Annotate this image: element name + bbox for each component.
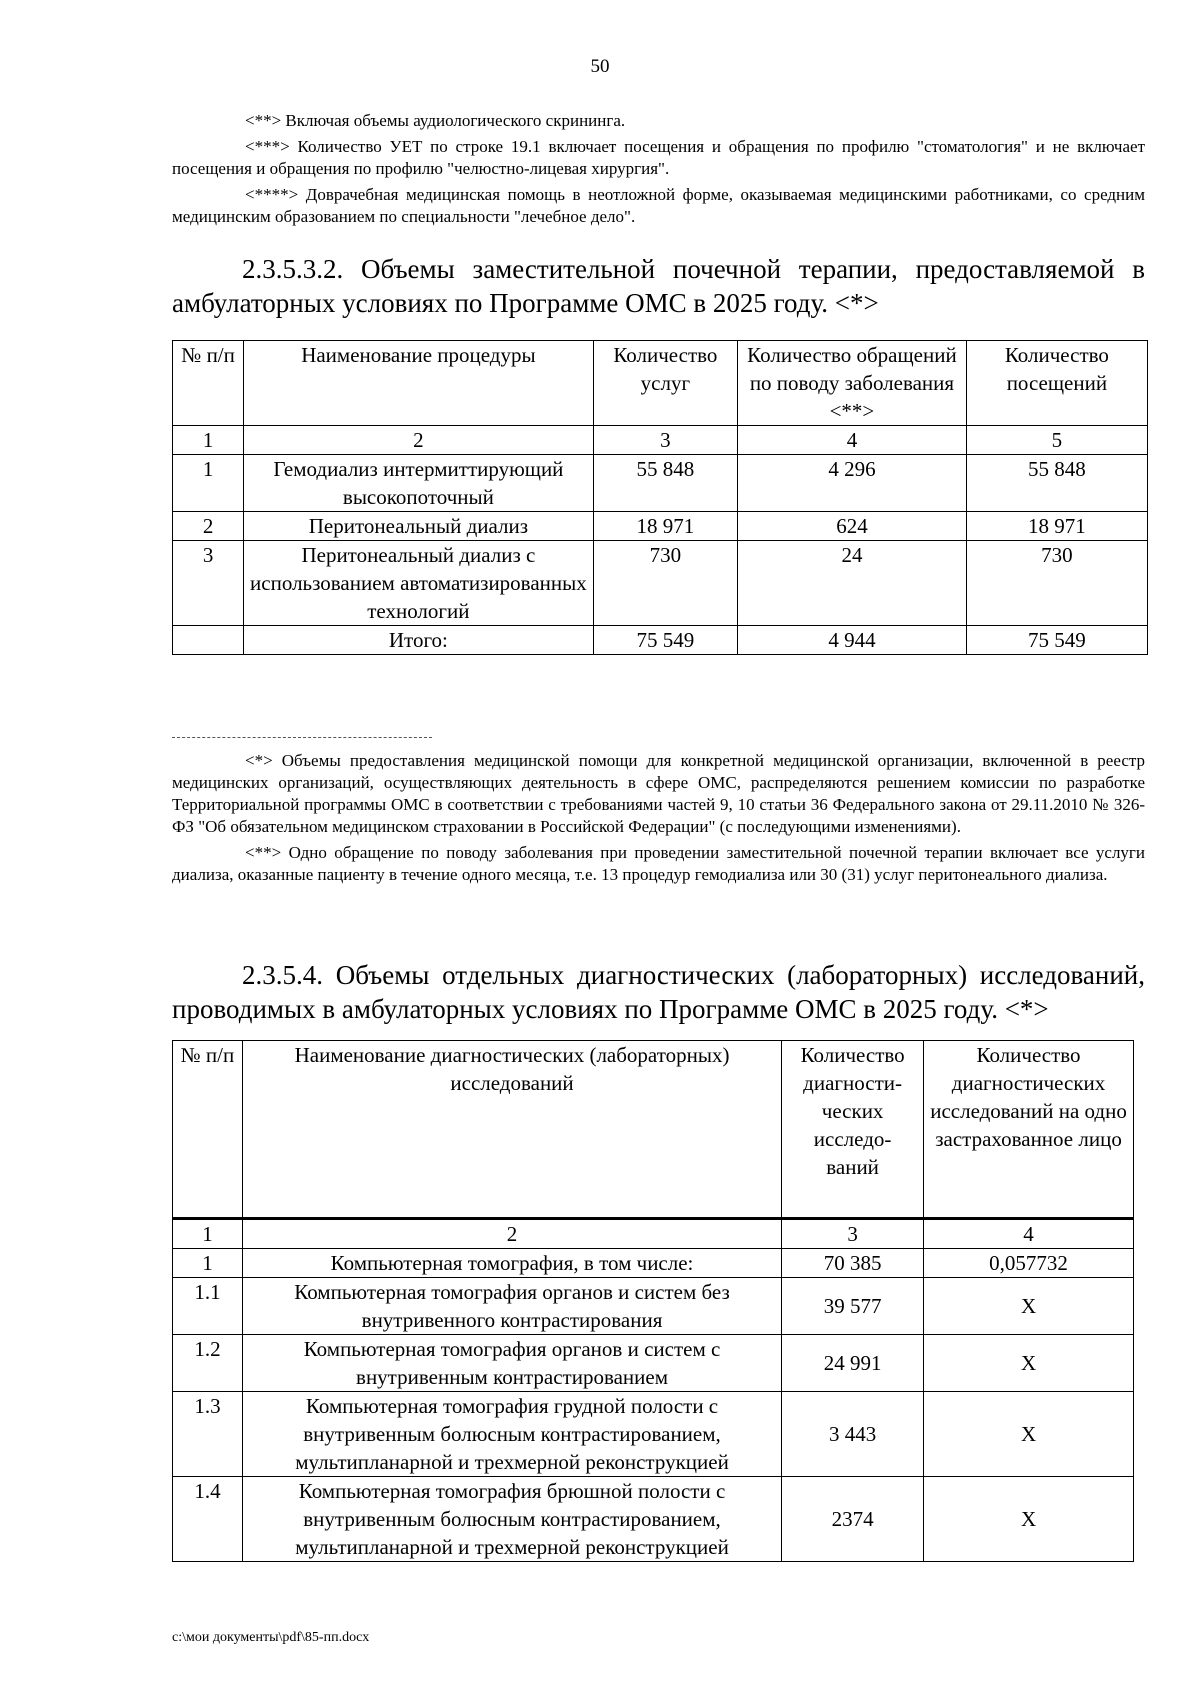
total-label: Итого: xyxy=(244,626,593,655)
dialysis-footnotes xyxy=(172,750,1145,890)
header-cell: Количество диагностических исследований на одно застрахованное лицо xyxy=(924,1041,1134,1219)
table-row: 1 Гемодиализ интермиттирующий высокопоточный 55 848 4 296 55 848 xyxy=(173,455,1148,512)
column-number-row: 1 2 3 4 xyxy=(173,1219,1134,1249)
file-path: c:\мои документы\pdf\85-пп.docx xyxy=(172,1630,370,1645)
header-cell: Наименование процедуры xyxy=(244,341,593,426)
total-row: Итого: 75 549 4 944 75 549 xyxy=(173,626,1148,655)
dialysis-table xyxy=(172,340,1148,655)
table-row: 3 Перитонеальный диализ с использованием автоматизированных технологий 730 24 730 xyxy=(173,541,1148,626)
header-cell: Количество посещений xyxy=(966,341,1147,426)
header-cell: Наименование диагностических (лабораторных) исследований xyxy=(242,1041,781,1219)
table-row: 1.1 Компьютерная томография органов и систем без внутривенного контрастирования 39 577 X xyxy=(173,1278,1134,1335)
table-header-row xyxy=(173,341,1148,426)
table-row: 1 Компьютерная томография, в том числе: 70 385 0,057732 xyxy=(173,1249,1134,1278)
section-heading-dialysis: 2.3.5.3.2. Объемы заместительной почечной терапии, предоставляемой в амбулаторных условиях по Программе ОМС в 2025 году. <*> xyxy=(172,254,1145,318)
column-number-row: 1 2 3 4 5 xyxy=(173,426,1148,455)
section-heading-diagnostics: 2.3.5.4. Объемы отдельных диагностических (лабораторных) исследований, проводимых в амбулаторных условиях по Программе ОМС в 2025 году. <*> xyxy=(172,960,1145,1024)
footnote-volumes: <*> Объемы предоставления медицинской помощи для конкретной медицинской организации, включенной в реестр медицинских организаций, осуществляющих деятельность в сфере ОМС, распределяются решением комиссии по разработке Территориальной программы ОМС в соответствии с требованиями частей 9, 10 статьи 36 Федерального закона от 29.11.2010 № 326-ФЗ "Об обязательном медицинском страховании в Российской Федерации" (с последующими изменениями). xyxy=(172,751,1145,836)
page-number: 50 xyxy=(590,56,610,77)
header-cell: Количество диагности- ческих исследо- ваний xyxy=(782,1041,924,1219)
table-row: 1.2 Компьютерная томография органов и систем с внутривенным контрастированием 24 991 X xyxy=(173,1335,1134,1392)
table-header-row xyxy=(173,1041,1134,1219)
table-row: 2 Перитонеальный диализ 18 971 624 18 971 xyxy=(173,512,1148,541)
header-cell: Количество обращений по поводу заболевания <**> xyxy=(738,341,967,426)
footnote-appeal: <**> Одно обращение по поводу заболевания при проведении заместительной почечной терапии включает все услуги диализа, оказанные пациенту в течение одного месяца, т.е. 13 процедур гемодиализа или 30 (31) услуг перитонеального диализа. xyxy=(172,843,1145,884)
header-cell: № п/п xyxy=(173,1041,243,1219)
footnote-audiology: <**> Включая объемы аудиологического скрининга. xyxy=(245,111,626,130)
table-row: 1.3 Компьютерная томография грудной полости с внутривенным болюсным контрастированием, мультипланарной и трехмерной реконструкцией 3 443 X xyxy=(173,1392,1134,1477)
footnote-premedical: <****> Доврачебная медицинская помощь в неотложной форме, оказываемая медицинскими работниками, со средним медицинским образованием по специальности "лечебное дело". xyxy=(172,185,1145,226)
header-cell: Количество услуг xyxy=(593,341,738,426)
footnote-divider xyxy=(172,737,432,738)
header-cell: № п/п xyxy=(173,341,244,426)
footnote-uet: <***> Количество УЕТ по строке 19.1 включает посещения и обращения по профилю "стоматология" и не включает посещения и обращения по профилю "челюстно-лицевая хирургия". xyxy=(172,137,1145,178)
top-footnotes xyxy=(172,110,1145,232)
table-row: 1.4 Компьютерная томография брюшной полости с внутривенным болюсным контрастированием, мультипланарной и трехмерной реконструкцией 2374 X xyxy=(173,1477,1134,1562)
diagnostics-table xyxy=(172,1040,1134,1562)
